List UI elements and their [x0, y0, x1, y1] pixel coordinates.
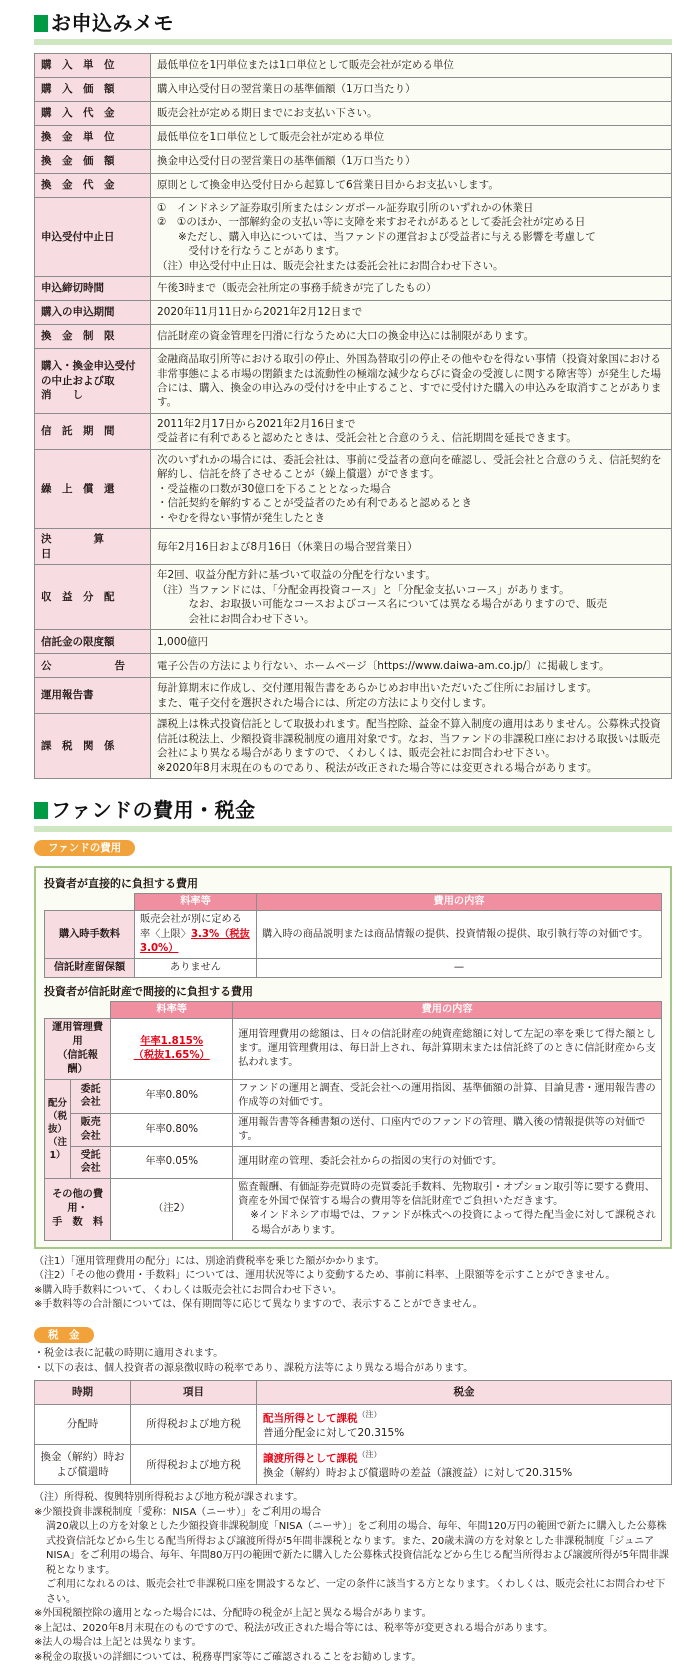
memo-row — [35, 654, 672, 678]
tax-item-0: 所得税および地方税 — [131, 1404, 257, 1444]
memo-value-line: ・信託契約を解約することが受益者のため有利であると認めるとき — [157, 497, 472, 510]
section1-title: お申込みメモ — [51, 11, 174, 35]
memo-value: 換金申込受付日の翌営業日の基準価額（1万口当たり） — [151, 149, 672, 173]
memo-label: 公 告 — [35, 654, 151, 678]
memo-row — [35, 630, 672, 654]
tax-detail-1: 換金（解約）時および償還時の差益（譲渡益）に対して20.315% — [263, 1467, 573, 1479]
memo-value: 販売会社が定める期日までにお支払い下さい。 — [151, 101, 672, 125]
memo-label: 運用報告書 — [35, 678, 151, 714]
memo-value — [151, 714, 672, 779]
tax-col-tax: 税金 — [257, 1381, 672, 1404]
memo-value — [151, 678, 672, 714]
memo-row — [35, 149, 672, 173]
green-square-icon — [34, 15, 48, 32]
note-line: ※外国税額控除の適用となった場合には、分配時の税金が上記と異なる場合があります。 — [34, 1608, 432, 1620]
mgmt-fee-rate-line2: （税抜1.65%） — [133, 1050, 210, 1062]
memo-value — [151, 449, 672, 528]
tax-intro — [34, 1347, 672, 1376]
memo-value-line: ※2020年8月末現在のものであり、税法が改正された場合等には変更される場合があります。 — [157, 761, 598, 774]
mgmt-fee-content: 運用管理費用の総額は、日々の信託財産の純資産総額に対して左記の率を乗じて得た額とします。運用管理費用は、毎日計上され、毎計算期末または信託終了のときに信託財産から支払われます。 — [233, 1019, 662, 1080]
memo-value: 金融商品取引所等における取引の停止、外国為替取引の停止その他やむを得ない事情（投資対象国における非常事態による市場の閉鎖または流動性の極端な減少ならびに資金の受渡しに関する障害等）が発生した場合には、購入、換金の申込みの受付けを中止すること、すでに受付けた購入の申込みを取消すことがあります。 — [151, 349, 672, 414]
other-fee-label-line2: 手 数 料 — [52, 1217, 104, 1229]
mgmt-fee-label — [45, 1019, 111, 1080]
note-line: ※少額投資非課税制度「愛称：NISA（ニーサ）」をご利用の場合 — [34, 1506, 322, 1518]
memo-label: 信託金の限度額 — [35, 630, 151, 654]
memo-value-line: 会社にお問合わせ下さい。 — [157, 612, 315, 625]
alloc-content-2: 運用財産の管理、委託会社からの指図の実行の対価です。 — [233, 1146, 662, 1179]
green-square-icon — [34, 802, 48, 819]
fee-notes — [34, 1255, 672, 1313]
memo-value: 購入申込受付日の翌営業日の基準価額（1万口当たり） — [151, 77, 672, 101]
tax-note-1: （注） — [357, 1450, 382, 1460]
memo-row — [35, 53, 672, 77]
alloc-name-2: 受託会社 — [71, 1146, 111, 1179]
memo-value: 信託財産の資金管理を円滑に行なうために大口の換金申込には制限があります。 — [151, 325, 672, 349]
memo-row — [35, 125, 672, 149]
note-line: ※税金の取扱いの詳細については、税務専門家等にご確認されることをお勧めします。 — [34, 1651, 422, 1663]
memo-value-line: ※ただし、購入申込については、当ファンドの運営および受益者に与える影響を考慮して — [157, 230, 596, 243]
indirect-col-rate: 料率等 — [111, 1001, 233, 1018]
note-line: ※法人の場合は上記とは異なります。 — [34, 1637, 202, 1649]
buy-fee-rate — [135, 911, 257, 958]
tax-title-1: 譲渡所得として課税 — [263, 1452, 358, 1465]
mgmt-fee-rate-line1: 年率1.815% — [140, 1036, 204, 1048]
memo-value: 1,000億円 — [151, 630, 672, 654]
memo-value-line: 毎計算期末に作成し、交付運用報告書をあらかじめお申出いただいたご住所にお届けします。 — [157, 682, 598, 695]
memo-row — [35, 101, 672, 125]
tax-value-1 — [257, 1445, 672, 1485]
buy-fee-rate-text: 販売会社が別に定める率〈上限〉 — [140, 914, 242, 940]
memo-row — [35, 678, 672, 714]
note-line: ご利用になれるのは、販売会社で非課税口座を開設するなど、一定の条件に該当する方となります。くわしくは、販売会社にお問合わせ下さい。 — [46, 1579, 666, 1605]
indirect-fee-table — [44, 1001, 662, 1241]
tax-row — [35, 1445, 672, 1485]
alloc-name-0: 委託会社 — [71, 1080, 111, 1113]
mgmt-fee-rate — [111, 1019, 233, 1080]
tax-value-0 — [257, 1404, 672, 1444]
memo-value: 最低単位を1円単位または1口単位として販売会社が定める単位 — [151, 53, 672, 77]
memo-value-line: 次のいずれかの場合には、委託会社は、事前に受益者の意向を確認し、受託会社と合意のうえ、信託契約を解約し、信託を終了させることが（繰上償還）ができます。 — [157, 453, 662, 481]
indirect-fee-title: 投資者が信託財産で間接的に負担する費用 — [44, 984, 253, 998]
memo-label: 繰 上 償 還 — [35, 449, 151, 528]
buy-fee-label: 購入時手数料 — [45, 911, 135, 958]
note-line: 満20歳以上の方を対象とした少額投資非課税制度「NISA（ニーサ）」をご利用の場合、毎年、年間120万円の範囲で新たに購入した公募株式投資信託などから生じる配当所得および譲渡所得が5年間非課税となります。また、20歳未満の方を対象とした非課税制度「ジュニアNISA」をご利用の場合、毎年、年間80万円の範囲で新たに購入した公募株式投資信託などから生じる配当所得および譲渡所得が5年間非課税となります。 — [46, 1521, 669, 1576]
alloc-content-1: 運用報告書等各種書類の送付、口座内でのファンドの管理、購入後の情報提供等の対価です。 — [233, 1113, 662, 1146]
reserve-rate: ありません — [135, 958, 257, 977]
fee-pill: ファンドの費用 — [34, 840, 135, 856]
memo-value — [151, 197, 672, 276]
blank-cell — [45, 1001, 111, 1018]
mgmt-fee-label-line2: （信託報酬） — [57, 1050, 98, 1076]
note-line: ※購入時手数料について、くわしくは販売会社にお問合わせ下さい。 — [34, 1284, 342, 1296]
tax-row — [35, 1404, 672, 1444]
memo-value-line: ① インドネシア証券取引所またはシンガポール証券取引所のいずれかの休業日 — [157, 201, 534, 214]
tax-detail-0: 普通分配金に対して20.315% — [263, 1426, 405, 1439]
section2-heading — [34, 797, 672, 825]
section1-heading — [34, 10, 672, 38]
note-line: ・以下の表は、個人投資者の源泉徴収時の税率であり、課税方法等により異なる場合があります。 — [34, 1362, 474, 1374]
alloc-rate-1: 年率0.80% — [111, 1113, 233, 1146]
memo-label: 決 算 日 — [35, 529, 151, 565]
note-line: （注1）「運用管理費用の配分」には、別途消費税率を乗じた額がかかります。 — [34, 1255, 385, 1267]
memo-value-line: ・やむを得ない事情が発生したとき — [157, 511, 325, 524]
note-line: ※手数料等の合計額については、保有期間等に応じて異なりますので、表示することができません。 — [34, 1299, 483, 1311]
tax-notes — [34, 1491, 672, 1665]
note-line: ※上記は、2020年8月末現在のものですので、税法が改正された場合等には、税率等が変更される場合があります。 — [34, 1622, 554, 1634]
tax-title-0: 配当所得として課税 — [263, 1412, 358, 1425]
tax-table — [34, 1380, 672, 1485]
memo-row — [35, 301, 672, 325]
alloc-rate-0: 年率0.80% — [111, 1080, 233, 1113]
memo-label: 購入の申込期間 — [35, 301, 151, 325]
memo-row — [35, 449, 672, 528]
memo-label: 申込受付中止日 — [35, 197, 151, 276]
memo-label: 課 税 関 係 — [35, 714, 151, 779]
indirect-col-content: 費用の内容 — [233, 1001, 662, 1018]
note-line: ・税金は表に記載の時期に適用されます。 — [34, 1348, 224, 1360]
section1-rule — [34, 39, 672, 45]
buy-fee-content: 購入時の商品説明または商品情報の提供、投資情報の提供、取引執行等の対価です。 — [257, 911, 662, 958]
direct-col-rate: 料率等 — [135, 894, 257, 911]
memo-label: 換 金 単 位 — [35, 125, 151, 149]
memo-label: 換 金 制 限 — [35, 325, 151, 349]
section2-rule — [34, 826, 672, 832]
memo-row — [35, 277, 672, 301]
note-line: （注）所得税、復興特別所得税および地方税が課されます。 — [34, 1492, 304, 1504]
direct-fee-title: 投資者が直接的に負担する費用 — [44, 877, 198, 891]
memo-value-line: （注）当ファンドには、「分配金再投資コース」と「分配金支払いコース」があります。 — [157, 583, 570, 596]
memo-row — [35, 349, 672, 414]
tax-time-0: 分配時 — [35, 1404, 131, 1444]
memo-value — [151, 413, 672, 449]
other-fee-content — [233, 1179, 662, 1240]
memo-value-line: なお、お取扱い可能なコースおよびコース名については異なる場合がありますので、販売 — [157, 598, 608, 611]
fee-box — [34, 866, 672, 1248]
direct-col-content: 費用の内容 — [257, 894, 662, 911]
blank-cell — [45, 894, 135, 911]
memo-value-line: ② ①のほか、一部解約金の支払い等に支障を来すおそれがあるとして委託会社が定める日 — [157, 216, 586, 229]
memo-table — [34, 53, 672, 780]
memo-row — [35, 197, 672, 276]
memo-value-line: （注）申込受付中止日は、販売会社または委託会社にお問合わせ下さい。 — [157, 259, 504, 272]
memo-label: 購 入 単 位 — [35, 53, 151, 77]
reserve-label: 信託財産留保額 — [45, 958, 135, 977]
alloc-name-1: 販売会社 — [71, 1113, 111, 1146]
memo-value: 毎年2月16日および8月16日（休業日の場合翌営業日） — [151, 529, 672, 565]
other-fee-rate: （注2） — [111, 1179, 233, 1240]
memo-label: 信 託 期 間 — [35, 413, 151, 449]
other-fee-label-line1: その他の費用・ — [52, 1189, 104, 1215]
memo-value: 2020年11月11日から2021年2月12日まで — [151, 301, 672, 325]
memo-value-line: ・受益権の口数が30億口を下ることとなった場合 — [157, 482, 391, 495]
memo-row — [35, 325, 672, 349]
memo-row — [35, 529, 672, 565]
memo-row — [35, 413, 672, 449]
buy-fee-rate-value: 3.3%（税抜3.0%） — [140, 928, 250, 954]
note-line: （注2）「その他の費用・手数料」については、運用状況等により変動するため、事前に料率、上限額等を示すことができません。 — [34, 1270, 616, 1282]
mgmt-fee-label-line1: 運用管理費用 — [52, 1022, 104, 1048]
memo-value-line: 受付けを行なうことがあります。 — [157, 245, 346, 258]
memo-row — [35, 714, 672, 779]
section2-title: ファンドの費用・税金 — [51, 798, 256, 823]
tax-time-1: 換金（解約）時および償還時 — [35, 1445, 131, 1485]
memo-value-line: また、電子交付を選択された場合には、所定の方法により交付します。 — [157, 696, 493, 709]
memo-label: 購 入 価 額 — [35, 77, 151, 101]
memo-value: 午後3時まで（販売会社所定の事務手続きが完了したもの） — [151, 277, 672, 301]
alloc-content-0: ファンドの運用と調査、受託会社への運用指図、基準価額の計算、目論見書・運用報告書の作成等の対価です。 — [233, 1080, 662, 1113]
memo-value: 原則として換金申込受付日から起算して6営業日目からお支払いします。 — [151, 173, 672, 197]
memo-value-line: 課税上は株式投資信託として取扱われます。配当控除、益金不算入制度の適用はありません。公募株式投資信託は税法上、少額投資非課税制度の適用対象です。なお、当ファンドの非課税口座における取扱いは販売会社により異なる場合がありますので、くわしくは、販売会社にお問合わせ下さい。 — [157, 718, 661, 760]
tax-pill: 税 金 — [34, 1327, 94, 1343]
memo-label: 購 入 代 金 — [35, 101, 151, 125]
memo-value: 最低単位を1口単位として販売会社が定める単位 — [151, 125, 672, 149]
tax-col-item: 項目 — [131, 1381, 257, 1404]
memo-value-line: 年2回、収益分配方針に基づいて収益の分配を行ないます。 — [157, 569, 436, 582]
memo-label: 申込締切時間 — [35, 277, 151, 301]
tax-note-0: （注） — [357, 1409, 382, 1419]
other-fee-label — [45, 1179, 111, 1240]
memo-value-line: 受益者に有利であると認めたときは、受託会社と合意のうえ、信託期間を延長できます。 — [157, 432, 577, 445]
memo-row — [35, 565, 672, 630]
memo-value-line: 2011年2月17日から2021年2月16日まで — [157, 417, 356, 430]
reserve-content: — — [257, 958, 662, 977]
memo-label: 換 金 代 金 — [35, 173, 151, 197]
memo-label: 購入・換金申込受付の中止および取 消 し — [35, 349, 151, 414]
memo-row — [35, 77, 672, 101]
alloc-label: 配分（税抜）（注1） — [45, 1080, 71, 1179]
memo-value: 電子公告の方法により行ない、ホームページ〔https://www.daiwa-am.co.jp/〕に掲載します。 — [151, 654, 672, 678]
memo-value — [151, 565, 672, 630]
direct-fee-table — [44, 893, 662, 977]
memo-label: 換 金 価 額 — [35, 149, 151, 173]
alloc-rate-2: 年率0.05% — [111, 1146, 233, 1179]
other-fee-note: ※インドネシア市場では、ファンドが株式への投資によって得た配当金に対して課税される場合があります。 — [250, 1210, 656, 1236]
other-fee-content-text: 監査報酬、有価証券売買時の売買委託手数料、先物取引・オプション取引等に要する費用、資産を外国で保管する場合の費用等を信託財産でご負担いただきます。 — [238, 1182, 655, 1208]
tax-col-time: 時期 — [35, 1381, 131, 1404]
tax-item-1: 所得税および地方税 — [131, 1445, 257, 1485]
memo-label: 収 益 分 配 — [35, 565, 151, 630]
memo-row — [35, 173, 672, 197]
